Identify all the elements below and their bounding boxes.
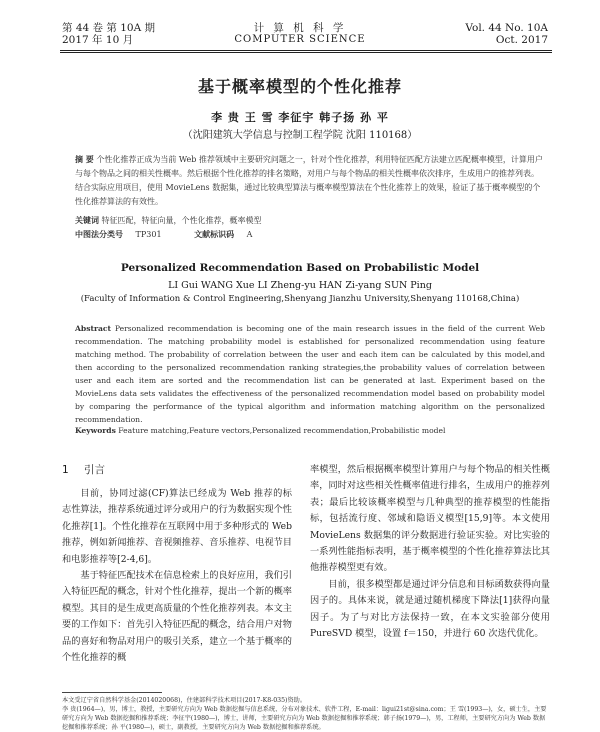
body-paragraph: 目前，很多模型都是通过评分信息和目标函数获得向量因子的。具体来说，就是通过随机梯度下降法[1]获得向量因子。为了与对比方法保持一致，在本文实验部分使用 PureSVD 模型，设置 f＝150，并进行 60 次迭代优化。 (310, 578, 550, 640)
authors-en: LI Gui WANG Xue LI Zheng-yu HAN Zi-yang SUN Ping (168, 280, 432, 291)
abstract-en-label: Abstract (75, 324, 112, 333)
document-code-value: A (246, 230, 253, 239)
section-number: 1 (62, 464, 69, 476)
classification-label: 中图法分类号 (75, 229, 123, 239)
abstract-cn-text: 个性化推荐正成为当前 Web 推荐领域中主要研究问题之一，针对个性化推荐，利用特征匹配方法建立匹配概率模型，计算用户与每个物品之间的相关性概率。然后根据个性化推荐的排名策略，对用户与每个物品的相关性概率依次排序，生成用户的推荐列表。结合实际应用项目，使用 MovieLens 数据集，通过比较典型算法与概率模型算法在个性化推荐上的效果，验证了基于概率模型的个性化推荐算法的有效性。 (75, 155, 543, 206)
keywords-en-text: Feature matching,Feature vectors,Personalized recommendation,Probabilistic model (118, 426, 446, 435)
abstract-cn-label: 摘 要 (75, 155, 94, 164)
section-title: 引言 (84, 464, 106, 476)
journal-name-cn: 计 算 机 科 学 (253, 22, 347, 34)
footnote-authors: 李 贵(1964—)，男，博士，教授，主要研究方向为 Web 数据挖掘与信息系统、分布对象技术、软件工程，E-mail：ligui21st@sina.com；王 雪(1993—)，女，硕士生，主要研究方向为 Web 数据挖掘和推荐系统；李征宇(1980—)，博士，讲师，主要研究方向为 Web 数据挖掘和推荐系统；韩子扬(1979—)，男，工程师，主要研究方向为 Web 数据挖掘和推荐系统；孙 平(1980—)，硕士，副教授，主要研究方向为 Web 数据挖掘和推荐系统。 (62, 706, 547, 731)
body-paragraph: 目前，协同过滤(CF)算法已经成为 Web 推荐的标志性算法，推荐系统通过评分或用户的行为数据实现个性化推荐[1]。个性化推荐在互联网中用于多种形式的 Web 推荐，例如新闻推荐、音视频推荐、音乐推荐、电视节目和电影推荐等[2-4,6]。 (62, 488, 292, 565)
footnote-funding: 本文受辽宁省自然科学基金(2014020068)，住建部科学技术项目(2017-K8-035)资助。 (62, 697, 307, 704)
authors-cn: 李 贵 王 雪 李征宇 韩子扬 孙 平 (211, 111, 389, 124)
header-rule-double (60, 52, 552, 53)
keywords-cn-text: 特征匹配，特征向量，个性化推荐，概率模型 (101, 216, 262, 225)
body-column-right (310, 462, 550, 642)
body-paragraph: 基于特征匹配技术在信息检索上的良好应用，我们引入特征匹配的概念，针对个性化推荐，提出一个新的概率模型。其目的是生成更高质量的个性化推荐列表。本文主要的工作如下：首先引入特征匹配的概念，结合用户对物品的喜好和物品对用户的吸引关系，建立一个基于概率的个性化推荐的概 (62, 570, 292, 664)
keywords-en (75, 426, 545, 435)
keywords-en-label: Keywords (75, 426, 116, 435)
paper-title-cn: 基于概率模型的个性化推荐 (197, 77, 402, 96)
header-date-cn: 2017 年 10 月 (62, 34, 134, 46)
header-volume-en (465, 22, 548, 46)
header-volume-issue-cn: 第 44 卷 第 10A 期 (62, 22, 155, 34)
classification-cn (75, 229, 545, 240)
header-date-en: Oct. 2017 (495, 34, 548, 46)
abstract-en (75, 322, 545, 426)
document-code-label: 文献标识码 (194, 229, 235, 239)
keywords-cn (75, 215, 545, 226)
header-volume-issue-en: Vol. 44 No. 10A (465, 22, 548, 34)
journal-name-en: COMPUTER SCIENCE (234, 34, 366, 45)
affiliation-en: (Faculty of Information & Control Engineering,Shenyang Jianzhu University,Shenyang 110168,China) (80, 294, 520, 304)
footnote-rule (62, 692, 162, 693)
section-heading (62, 462, 105, 477)
body-column-left (62, 486, 292, 666)
body-paragraph: 率模型，然后根据概率模型计算用户与每个物品的相关性概率，同时对这些相关性概率值进行排名，生成用户的推荐列表；最后比较该概率模型与几种典型的推荐模型的性能指标，包括流行度、邻域和隐语义模型[15,9]等。本文使用 MovieLens 数据集的评分数据进行验证实验。对比实验的一系列性能指标表明，基于概率模型的个性化推荐算法比其他推荐模型更有效。 (310, 464, 550, 574)
classification-value: TP301 (135, 230, 162, 239)
abstract-en-text: Personalized recommendation is becoming one of the main research issues in the field of the current Web recommendation. The matching probability model is established for personalized recommendation using feature matching method. The probability of correlation between the user and each item can be calculated by this model,and then according to the personalized recommendation ranking strategies,the probability values of correlation between user and each item are sorted and the recommendation list can be generated at last. Experiment based on the MovieLens data sets validates the effectiveness of the personalized recommendation model based on probability model by comparing the performance of the typical algorithm and information matching algorithm on the personalized recommendation. (75, 324, 546, 424)
affiliation-cn: （沈阳建筑大学信息与控制工程学院 沈阳 110168） (182, 130, 418, 141)
paper-title-en: Personalized Recommendation Based on Probabilistic Model (120, 262, 480, 274)
header-rule (60, 50, 552, 51)
abstract-cn (75, 153, 545, 209)
footnote (62, 696, 550, 732)
keywords-cn-label: 关键词 (75, 215, 99, 225)
